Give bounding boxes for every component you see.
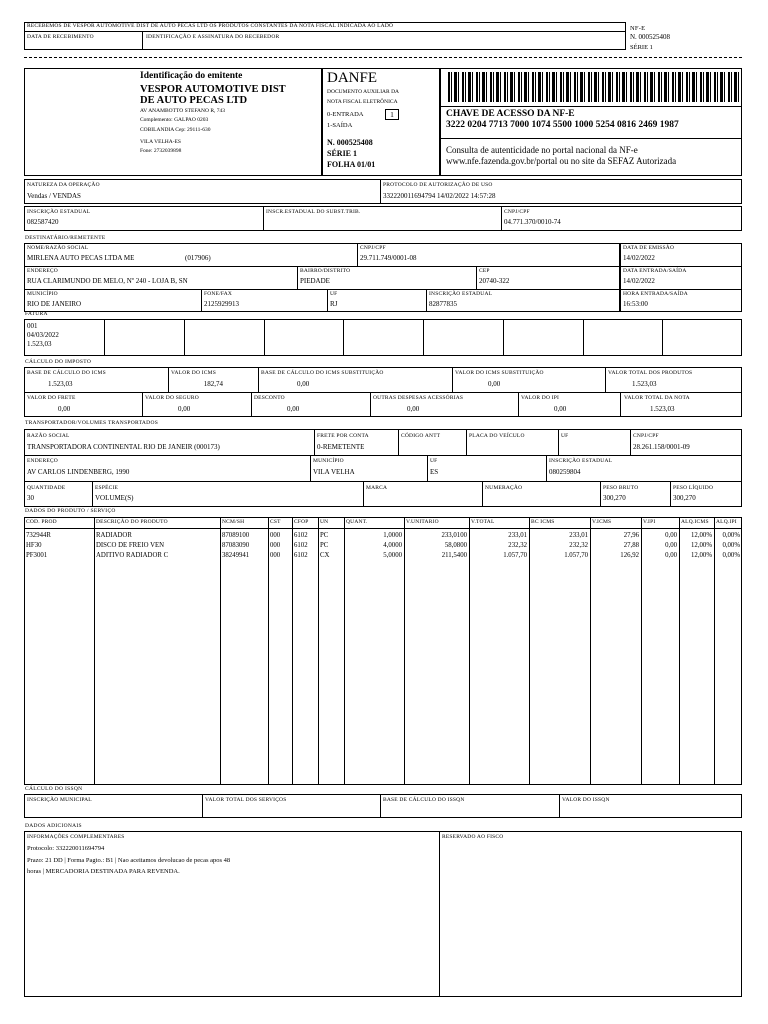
- transp-uf-label: UF: [561, 433, 569, 439]
- v-ipi-label: VALOR DO IPI: [521, 395, 560, 401]
- transp-cnpj-value: 28.261.158/0001-09: [633, 443, 690, 451]
- produtos-col-divider: [94, 517, 95, 785]
- transp-r3-v4: [600, 481, 601, 507]
- transp-municipio-value: VILA VELHA: [313, 468, 355, 476]
- produtos-header-v-total: V.TOTAL: [471, 519, 495, 525]
- transp-frete-value: 0-REMETENTE: [317, 443, 365, 451]
- chave-divider-2: [440, 138, 742, 139]
- produtos-header-descricao: DESCRIÇÃO DO PRODUTO: [96, 519, 168, 525]
- transp-qtd-value: 30: [27, 494, 34, 502]
- produtos-header-line: [24, 528, 742, 529]
- dest-entrada-value: 14/02/2022: [623, 277, 655, 285]
- transp-antt-label: CÓDIGO ANTT: [401, 433, 441, 439]
- inscricao-vdivider-2: [501, 206, 502, 231]
- emitente-cidade: VILA VELHA-ES: [140, 139, 181, 145]
- dest-municipio-label: MUNICÍPIO: [27, 291, 58, 297]
- produtos-cell-alq-icms: 12,00%: [691, 532, 712, 539]
- bc-icms-st-value: 0,00: [297, 380, 310, 388]
- produtos-cell-v-icms: 27,88: [623, 542, 639, 549]
- transp-razao-label: RAZÃO SOCIAL: [27, 433, 70, 439]
- produtos-cell-un: CX: [320, 552, 330, 559]
- v-total-prod-label: VALOR TOTAL DOS PRODUTOS: [608, 370, 693, 376]
- produtos-cell-alq-icms: 12,00%: [691, 542, 712, 549]
- transp-r1-v1: [314, 429, 315, 455]
- produtos-cell-quant: 1,0000: [383, 532, 402, 539]
- natureza-vdivider: [380, 179, 381, 204]
- transp-r1-v2: [398, 429, 399, 455]
- emitente-bairro-cep: COBILANDIA Cep: 29111-630: [140, 127, 211, 133]
- canhoto-serie: SÉRIE 1: [630, 44, 653, 51]
- transp-r1-v3: [466, 429, 467, 455]
- transp-placa-label: PLACA DO VEÍCULO: [469, 433, 525, 439]
- produtos-col-divider: [268, 517, 269, 785]
- outras-label: OUTRAS DESPESAS ACESSÓRIAS: [373, 395, 464, 401]
- produtos-col-divider: [641, 517, 642, 785]
- dest-cnpj-value: 29.711.749/0001-08: [360, 254, 417, 262]
- fatura-vline-3: [264, 319, 265, 356]
- chave-value: 3222 0204 7713 7000 1074 5500 1000 5254 0816 2469 1987: [446, 120, 679, 130]
- v-seguro-label: VALOR DO SEGURO: [145, 395, 199, 401]
- imposto-hline: [24, 392, 742, 393]
- danfe-folha: FOLHA 01/01: [327, 160, 376, 169]
- produtos-cell-cfop: 6102: [294, 532, 308, 539]
- dest-cep-label: CEP: [479, 268, 490, 274]
- canhoto-nfe-label: NF-E: [630, 25, 646, 32]
- produtos-cell-descricao: ADITIVO RADIADOR C: [96, 552, 169, 559]
- barcode-image: [448, 72, 740, 102]
- produtos-col-divider: [714, 517, 715, 785]
- destinatario-section: DESTINATÁRIO/REMETENTE: [25, 235, 106, 241]
- produtos-col-divider: [469, 517, 470, 785]
- dest-hora-value: 16:53:00: [623, 300, 648, 308]
- canhoto-divider: [24, 31, 626, 32]
- protocolo-value: 332220011694794 14/02/2022 14:57:28: [383, 192, 496, 200]
- transp-endereco-label: ENDEREÇO: [27, 458, 58, 464]
- dest-entrada-label: DATA ENTRADA/SAÍDA: [623, 268, 687, 274]
- transp-endereco-value: AV CARLOS LINDENBERG, 1990: [27, 468, 130, 476]
- canhoto-vdivider: [142, 31, 143, 50]
- canhoto-dash: [24, 57, 742, 58]
- produtos-cell-v-ipi: 0,00: [665, 532, 677, 539]
- produtos-cell-ncm: 87089100: [222, 532, 250, 539]
- adicionais-section: DADOS ADICIONAIS: [25, 823, 82, 829]
- v-frete-value: 0,00: [58, 405, 71, 413]
- chave-divider-1: [440, 106, 742, 107]
- produtos-cell-v-ipi: 0,00: [665, 552, 677, 559]
- produtos-header-ncm: NCM/SH: [222, 519, 245, 525]
- produtos-cell-cst: 000: [270, 542, 281, 549]
- produtos-cell-alq-ipi: 0,00%: [722, 542, 740, 549]
- dest-dates-hline-1: [620, 266, 742, 267]
- produtos-cell-v-unitario: 211,5400: [441, 552, 467, 559]
- fatura-valor: 1.523,03: [27, 340, 52, 348]
- fatura-vline-8: [662, 319, 663, 356]
- produtos-header-v-icms: V.ICMS: [592, 519, 612, 525]
- chave-label: CHAVE DE ACESSO DA NF-E: [446, 109, 575, 119]
- danfe-sub1: DOCUMENTO AUXILIAR DA: [327, 89, 400, 95]
- produtos-cell-v-total: 233,01: [508, 532, 527, 539]
- v-seguro-value: 0,00: [178, 405, 191, 413]
- issqn-v3: [559, 794, 560, 818]
- inscricao-vdivider-1: [263, 206, 264, 231]
- info-line1: Protocolo: 332220011694794: [27, 845, 105, 852]
- dest-endereco-label: ENDEREÇO: [27, 268, 58, 274]
- dest-bairro-label: BAIRRO/DISTRITO: [300, 268, 351, 274]
- ie-label: INSCRIÇÃO ESTADUAL: [27, 209, 91, 215]
- produtos-cell-v-icms: 126,92: [620, 552, 639, 559]
- v-ipi-value: 0,00: [554, 405, 567, 413]
- transp-r2-v3: [546, 455, 547, 481]
- danfe-sub2: NOTA FISCAL ELETRÔNICA: [327, 99, 398, 105]
- produtos-header-bc-icms: BC ICMS: [531, 519, 555, 525]
- produtos-col-divider: [344, 517, 345, 785]
- transp-r2-v1: [310, 455, 311, 481]
- dest-ie-value: 82877835: [429, 300, 457, 308]
- v-total-nota-label: VALOR TOTAL DA NOTA: [624, 395, 690, 401]
- iest-label: INSCR.ESTADUAL DO SUBST.TRIB.: [266, 209, 361, 215]
- danfe-serie: SÉRIE 1: [327, 149, 358, 158]
- dest-nome-value: MIRLENA AUTO PECAS LTDA ME: [27, 254, 135, 262]
- produtos-cell-v-ipi: 0,00: [665, 542, 677, 549]
- desconto-value: 0,00: [287, 405, 300, 413]
- fatura-vline-7: [583, 319, 584, 356]
- produtos-cell-cst: 000: [270, 532, 281, 539]
- dest-endereco-value: RUA CLARIMUNDO DE MELO, Nº 240 - LOJA B, SN: [27, 277, 188, 285]
- canhoto-data-recebimento: DATA DE RECEBIMENTO: [27, 34, 94, 40]
- produtos-cell-v-total: 232,32: [508, 542, 527, 549]
- emitente-endereco: AV ANAMBOTTO STEFANO R, 743: [140, 108, 226, 114]
- ie-value: 082587420: [27, 218, 59, 226]
- produtos-header-quant: QUANT.: [346, 519, 368, 525]
- transp-cnpj-label: CNPJ/CPF: [633, 433, 659, 439]
- produtos-cell-quant: 5,0000: [383, 552, 402, 559]
- transp-hline-2: [24, 481, 742, 482]
- imposto-r2-v2: [251, 392, 252, 417]
- bc-icms-st-label: BASE DE CÁLCULO DO ICMS SUBSTITUIÇÃO: [261, 370, 384, 376]
- emitente-nome-l2: DE AUTO PECAS LTD: [140, 95, 248, 106]
- protocolo-label: PROTOCOLO DE AUTORIZAÇÃO DE USO: [383, 182, 493, 188]
- produtos-cell-un: PC: [320, 542, 329, 549]
- emit-cnpj-label: CNPJ/CPF: [504, 209, 530, 215]
- issqn-v2: [380, 794, 381, 818]
- dest-emissao-label: DATA DE EMISSÃO: [623, 245, 675, 251]
- produtos-cell-ncm: 87083090: [222, 542, 250, 549]
- fatura-data: 04/03/2022: [27, 331, 59, 339]
- transp-especie-label: ESPÉCIE: [95, 485, 119, 491]
- v-icms-label: VALOR DO ICMS: [171, 370, 216, 376]
- dest-hline-1: [24, 266, 620, 267]
- fisco-label: RESERVADO AO FISCO: [442, 834, 504, 840]
- dest-uf-label: UF: [330, 291, 338, 297]
- dest-nome-label: NOME/RAZÃO SOCIAL: [27, 245, 89, 251]
- dest-bairro-value: PIEDADE: [300, 277, 330, 285]
- transportador-section: TRANSPORTADOR/VOLUMES TRANSPORTADOS: [25, 420, 159, 426]
- emitente-nome-l1: VESPOR AUTOMOTIVE DIST: [140, 84, 286, 95]
- produtos-cell-bc-icms: 233,01: [569, 532, 588, 539]
- produtos-header-cst: CST: [270, 519, 281, 525]
- transp-r1-v4: [558, 429, 559, 455]
- transp-razao-value: TRANSPORTADORA CONTINENTAL RIO DE JANEIR (000173): [27, 443, 220, 451]
- imposto-r2-v5: [620, 392, 621, 417]
- dest-municipio-value: RIO DE JANEIRO: [27, 300, 82, 308]
- info-comp-label: INFORMAÇÕES COMPLEMENTARES: [27, 834, 125, 840]
- fatura-box: [24, 319, 742, 356]
- emit-cnpj-value: 04.771.370/0010-74: [504, 218, 561, 226]
- produtos-cell-cod-prod: HF30: [26, 542, 42, 549]
- transp-r3-v2: [363, 481, 364, 507]
- transp-r3-v3: [482, 481, 483, 507]
- produtos-cell-quant: 4,0000: [383, 542, 402, 549]
- produtos-header-alq-ipi: ALQ.IPI: [716, 519, 737, 525]
- produtos-header-v-ipi: V.IPI: [643, 519, 656, 525]
- dest-ie-label: INSCRIÇÃO ESTADUAL: [429, 291, 493, 297]
- produtos-cell-v-total: 1.057,70: [503, 552, 527, 559]
- v-icms-st-label: VALOR DO ICMS SUBSTITUIÇÃO: [455, 370, 544, 376]
- produtos-header-un: UN: [320, 519, 329, 525]
- info-line3: horas | MERCADORIA DESTINADA PARA REVENDA.: [27, 868, 180, 875]
- transp-uf2-label: UF: [430, 458, 438, 464]
- imposto-r2-v1: [142, 392, 143, 417]
- fatura-num: 001: [27, 322, 38, 330]
- produtos-col-divider: [590, 517, 591, 785]
- produtos-cell-bc-icms: 232,32: [569, 542, 588, 549]
- produtos-header-cod-prod: COD. PROD: [26, 519, 57, 525]
- transp-ie-label: INSCRIÇÃO ESTADUAL: [549, 458, 613, 464]
- dest-vline-ie: [426, 289, 427, 312]
- dest-dates-hline-2: [620, 289, 742, 290]
- produtos-cell-cod-prod: PF3001: [26, 552, 48, 559]
- issqn-section: CÁLCULO DO ISSQN: [25, 786, 83, 792]
- natureza-value: Vendas / VENDAS: [27, 192, 81, 200]
- danfe-tipo-box: 1: [385, 109, 399, 120]
- dest-cnpj-label: CNPJ/CPF: [360, 245, 386, 251]
- v-icms-st-value: 0,00: [488, 380, 501, 388]
- imposto-section: CÁLCULO DO IMPOSTO: [25, 359, 92, 365]
- dest-vline-cnpj: [357, 243, 358, 266]
- danfe-entrada: 0-ENTRADA: [327, 111, 364, 118]
- emitente-complemento: Complemento: GALPAO 0203: [140, 117, 209, 123]
- imposto-r1-v2: [258, 367, 259, 392]
- imposto-r2-v4: [518, 392, 519, 417]
- fatura-vline-1: [104, 319, 105, 356]
- transp-qtd-label: QUANTIDADE: [27, 485, 66, 491]
- produtos-cell-v-unitario: 58,0800: [444, 542, 467, 549]
- fatura-vline-6: [503, 319, 504, 356]
- issqn-total-servicos-label: VALOR TOTAL DOS SERVIÇOS: [205, 797, 287, 803]
- produtos-cell-alq-ipi: 0,00%: [722, 552, 740, 559]
- produtos-cell-descricao: DISCO DE FREIO VEN: [96, 542, 165, 549]
- danfe-title: DANFE: [327, 70, 378, 86]
- v-total-nota-value: 1.523,03: [650, 405, 675, 413]
- inscricao-box: [24, 206, 742, 231]
- transp-pbruto-label: PESO BRUTO: [603, 485, 639, 491]
- produtos-section: DADOS DO PRODUTO / SERVIÇO: [25, 508, 116, 514]
- adicionais-vline: [439, 831, 440, 997]
- dest-emissao-value: 14/02/2022: [623, 254, 655, 262]
- dest-vline-bairro: [297, 266, 298, 289]
- produtos-cell-v-unitario: 233,0100: [441, 532, 467, 539]
- produtos-cell-cst: 000: [270, 552, 281, 559]
- consulta-line1: Consulta de autenticidade no portal nacional da NF-e: [446, 145, 638, 155]
- danfe-saida: 1-SAÍDA: [327, 122, 353, 129]
- imposto-r2-v3: [370, 392, 371, 417]
- transp-pbruto-value: 300,270: [603, 494, 626, 502]
- produtos-col-divider: [679, 517, 680, 785]
- issqn-valor-label: VALOR DO ISSQN: [562, 797, 610, 803]
- produtos-cell-alq-ipi: 0,00%: [722, 532, 740, 539]
- canhoto-nfe-numero: N. 000525408: [630, 33, 671, 41]
- transp-r3-v1: [92, 481, 93, 507]
- dest-vline-uf: [327, 289, 328, 312]
- issqn-v1: [202, 794, 203, 818]
- consulta-line2: www.nfe.fazenda.gov.br/portal ou no site da SEFAZ Autorizada: [446, 156, 677, 166]
- produtos-col-divider: [404, 517, 405, 785]
- transp-r2-v2: [427, 455, 428, 481]
- transp-ie-value: 080259804: [549, 468, 581, 476]
- bc-icms-label: BASE DE CÁLCULO DO ICMS: [27, 370, 106, 376]
- canhoto-identificacao: IDENTIFICAÇÃO E ASSINATURA DO RECEBEDOR: [146, 34, 280, 40]
- produtos-header-v-unitario: V.UNITARIO: [406, 519, 439, 525]
- dest-vline-cep: [476, 266, 477, 289]
- emitente-fone: Fone: 2732039898: [140, 148, 182, 154]
- transp-marca-label: MARCA: [366, 485, 388, 491]
- produtos-col-divider: [292, 517, 293, 785]
- emitente-label: Identificação do emitente: [140, 71, 243, 81]
- transp-pliq-label: PESO LÍQUIDO: [673, 485, 714, 491]
- fatura-vline-4: [343, 319, 344, 356]
- outras-value: 0,00: [407, 405, 420, 413]
- v-frete-label: VALOR DO FRETE: [27, 395, 76, 401]
- produtos-header-alq-icms: ALQ.ICMS: [681, 519, 709, 525]
- produtos-cell-cfop: 6102: [294, 542, 308, 549]
- issqn-base-label: BASE DE CÁLCULO DO ISSQN: [383, 797, 465, 803]
- produtos-cell-bc-icms: 1.057,70: [564, 552, 588, 559]
- transp-r3-v5: [670, 481, 671, 507]
- produtos-cell-v-icms: 27,96: [623, 532, 639, 539]
- dest-nome-code: (017906): [185, 254, 211, 262]
- transp-pliq-value: 300,270: [673, 494, 696, 502]
- dest-hora-label: HORA ENTRADA/SAÍDA: [623, 291, 688, 297]
- dest-hline-2: [24, 289, 620, 290]
- produtos-col-divider: [318, 517, 319, 785]
- transp-r1-v5: [630, 429, 631, 455]
- imposto-r1-v1: [168, 367, 169, 392]
- fatura-vline-2: [184, 319, 185, 356]
- dest-vline-fone: [201, 289, 202, 312]
- imposto-r1-v4: [605, 367, 606, 392]
- desconto-label: DESCONTO: [254, 395, 285, 401]
- issqn-inscricao-label: INSCRIÇÃO MUNICIPAL: [27, 797, 92, 803]
- transp-frete-label: FRETE POR CONTA: [317, 433, 369, 439]
- natureza-label: NATUREZA DA OPERAÇÃO: [27, 182, 100, 188]
- v-icms-value: 182,74: [203, 380, 223, 388]
- transp-uf2-value: ES: [430, 468, 439, 476]
- produtos-cell-descricao: RADIADOR: [96, 532, 132, 539]
- produtos-cell-cod-prod: 732944R: [26, 532, 51, 539]
- transp-numeracao-label: NUMERAÇÃO: [485, 485, 523, 491]
- v-total-prod-value: 1.523,03: [632, 380, 657, 388]
- produtos-cell-cfop: 6102: [294, 552, 308, 559]
- transp-especie-value: VOLUME(S): [95, 494, 134, 502]
- fatura-vline-5: [423, 319, 424, 356]
- dest-fone-value: 2125929913: [204, 300, 239, 308]
- dest-uf-value: RJ: [330, 300, 338, 308]
- produtos-header-cfop: CFOP: [294, 519, 309, 525]
- produtos-cell-un: PC: [320, 532, 329, 539]
- canhoto-header: RECEBEMOS DE VESPOR AUTOMOTIVE DIST DE AUTO PECAS LTD OS PRODUTOS CONSTANTES DA NOTA FISCAL INDICADA AO LADO: [27, 23, 394, 29]
- produtos-cell-alq-icms: 12,00%: [691, 552, 712, 559]
- info-line2: Prazo: 21 DD | Forma Pagto.: B1 | Nao aceitamos devolucao de pecas apos 48: [27, 857, 231, 864]
- dest-cep-value: 20740-322: [479, 277, 510, 285]
- imposto-r1-v3: [452, 367, 453, 392]
- danfe-numero: N. 000525408: [327, 138, 373, 147]
- produtos-col-divider: [220, 517, 221, 785]
- bc-icms-value: 1.523,03: [48, 380, 73, 388]
- produtos-cell-ncm: 38249941: [222, 552, 250, 559]
- fatura-section: FATURA: [25, 311, 48, 317]
- dest-fone-label: FONE/FAX: [204, 291, 233, 297]
- transp-hline-1: [24, 455, 742, 456]
- transp-municipio-label: MUNICÍPIO: [313, 458, 344, 464]
- produtos-col-divider: [529, 517, 530, 785]
